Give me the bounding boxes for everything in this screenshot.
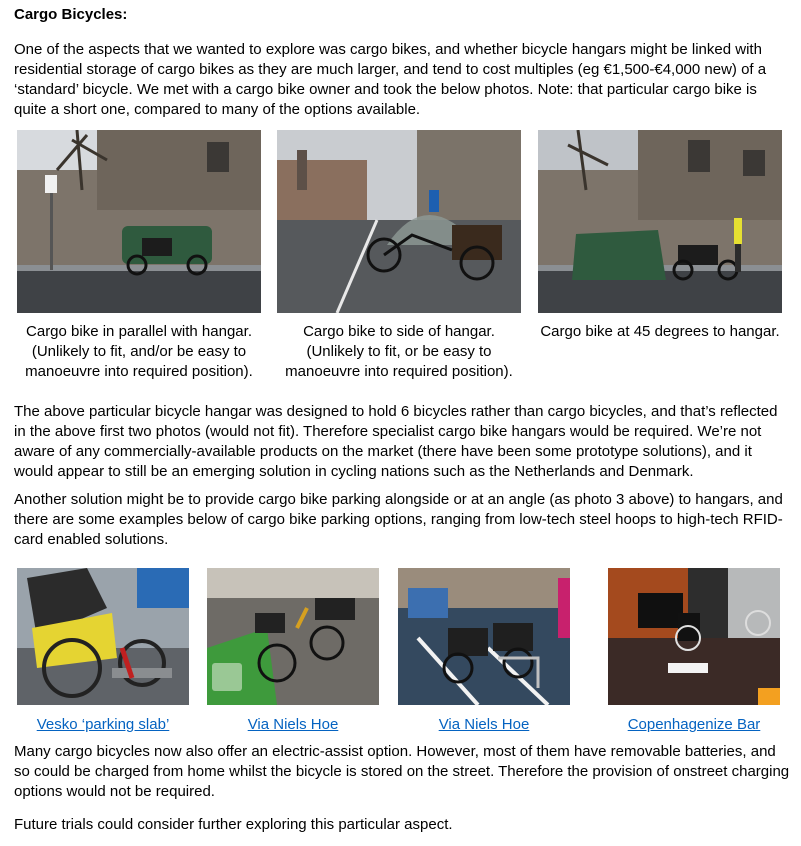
- caption-line: manoeuvre into required position).: [285, 363, 513, 380]
- link-via-niels-hoe-2[interactable]: Via Niels Hoe: [438, 716, 530, 733]
- paragraph-text: Another solution might be to provide cargo bike parking alongside or at an angle (as photo 3 above) to hangars, and there are some examples below of cargo bike parking options, ranging from low-tech steel hoops to high-tech RFID-card enabled solutions.: [14, 491, 783, 548]
- photo-cargo-bike-45-degrees: [538, 130, 782, 313]
- paragraph-future-trials: [14, 815, 790, 835]
- photo-cargo-bike-parallel: [17, 130, 261, 313]
- link-via-niels-hoe-1[interactable]: Via Niels Hoe: [247, 716, 339, 733]
- paragraph-electric-assist: [14, 742, 790, 802]
- paragraph-hangar-design: [14, 402, 790, 482]
- photo-copenhagenize-bar: [608, 568, 780, 705]
- caption-line: (Unlikely to fit, or be easy to: [306, 343, 492, 360]
- photo-cargo-bike-side: [277, 130, 521, 313]
- caption-line: (Unlikely to fit, and/or be easy to: [31, 343, 247, 360]
- section-heading: Cargo Bicycles:: [14, 6, 128, 23]
- paragraph-text: Future trials could consider further exploring this particular aspect.: [14, 816, 453, 833]
- caption-photo-2: [277, 322, 521, 382]
- photo-vesko-parking-slab: [17, 568, 189, 705]
- caption-photo-3: [530, 322, 790, 342]
- link-copenhagenize-bar[interactable]: Copenhagenize Bar: [627, 716, 761, 733]
- intro-paragraph: [14, 40, 790, 120]
- paragraph-text: Many cargo bicycles now also offer an electric-assist option. However, most of them have removable batteries, and so could be charged from home whilst the bicycle is stored on the street. Therefore the provision of onstreet charging options would not be required.: [14, 743, 790, 800]
- photo-niels-hoe-1: [207, 568, 379, 705]
- paragraph-text: The above particular bicycle hangar was designed to hold 6 bicycles rather than cargo bicycles, and that’s reflected in the above first two photos (would not fit). Therefore specialist cargo bike hangars would be required. We’re not aware of any commercially-available products on the market (there have been some prototype solutions), and it would appear to still be an emerging solution in cycling nations such as the Netherlands and Denmark.: [14, 403, 778, 480]
- link-vesko-parking-slab[interactable]: Vesko ‘parking slab’: [36, 716, 170, 733]
- caption-line: Cargo bike to side of hangar.: [303, 323, 495, 340]
- caption-line: Cargo bike at 45 degrees to hangar.: [540, 323, 780, 340]
- photo-niels-hoe-2: [398, 568, 570, 705]
- paragraph-other-solution: [14, 490, 790, 550]
- caption-line: Cargo bike in parallel with hangar.: [26, 323, 252, 340]
- caption-line: manoeuvre into required position).: [25, 363, 253, 380]
- intro-text: One of the aspects that we wanted to explore was cargo bikes, and whether bicycle hangars might be linked with residential storage of cargo bikes as they are much larger, and tend to cost multiples (eg €1,500-€4,000 new) of a ‘standard’ bicycle. We met with a cargo bike owner and took the below photos. Note: that particular cargo bike is quite a short one, compared to many of the options available.: [14, 41, 767, 118]
- caption-photo-1: [17, 322, 261, 382]
